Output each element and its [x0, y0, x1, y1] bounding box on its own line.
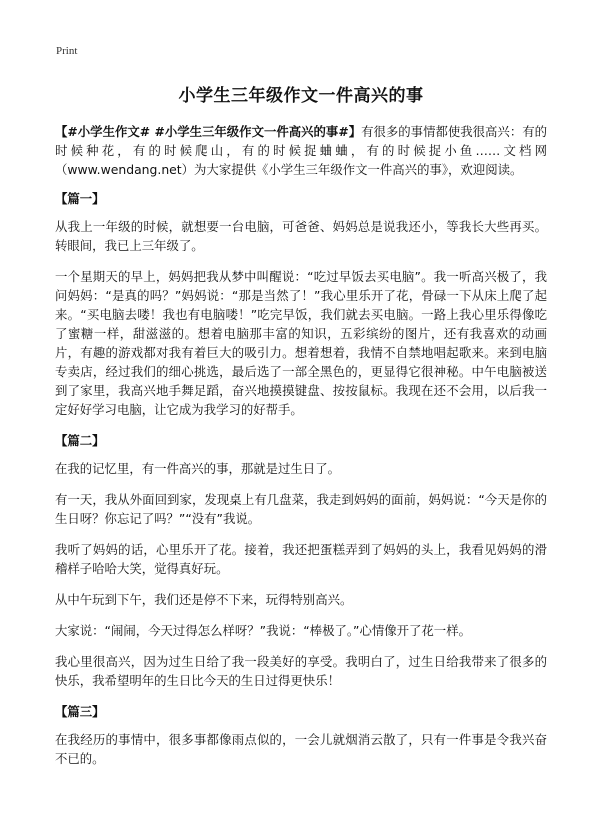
section-2-paragraph: 我心里很高兴，因为过生日给了我一段美好的享受。我明白了，过生日给我带来了很多的快乐，我希望明年的生日比今天的生日过得更快乐！ [55, 654, 547, 688]
section-heading-1: 【篇一】 [55, 191, 105, 206]
section-2-paragraph: 有一天，我从外面回到家，发现桌上有几盘菜，我走到妈妈的面前，妈妈说：“今天是你的生日呀？你忘记了吗？”“没有”我说。 [55, 492, 547, 526]
section-2-paragraph: 我听了妈妈的话，心里乐开了花。接着，我还把蛋糕弄到了妈妈的头上，我看见妈妈的滑稽样子哈哈大笑，觉得真好玩。 [55, 542, 547, 576]
print-link[interactable]: Print [56, 45, 78, 57]
section-3-paragraph: 在我经历的事情中，很多事都像雨点似的，一会儿就烟消云散了，只有一件事是令我兴奋不已的。 [55, 732, 547, 766]
section-heading-2: 【篇二】 [55, 433, 105, 448]
section-1-paragraph: 一个星期天的早上，妈妈把我从梦中叫醒说：“吃过早饭去买电脑”。我一听高兴极了，我问妈妈：“是真的吗？”妈妈说：“那是当然了！”我心里乐开了花，骨碌一下从床上爬了起来。“买电脑去喽！我也有电脑喽！”吃完早饭，我们就去买电脑。一路上我心里乐得像吃了蜜糖一样，甜滋滋的。想着电脑那丰富的知识，五彩缤纷的图片，还有我喜欢的动画片，有趣的游戏都对我有着巨大的吸引力。想着想着，我情不自禁地唱起歌来。来到电脑专卖店，经过我们的细心挑选，最后选了一部全黑色的，更显得它很神秘。中午电脑被送到了家里，我高兴地手舞足蹈，奋兴地摸摸键盘、按按鼠标。我现在还不会用，以后我一定好好学习电脑，让它成为我学习的好帮手。 [55, 269, 547, 417]
article [55, 84, 547, 780]
intro-text: 有很多的事情都使我很高兴：有的时候种花，有的时候爬山，有的时候捉蛐蛐，有的时候捉小鱼……文档网（www.wendang.net）为大家提供《小学生三年级作文一件高兴的事》，欢迎阅读。 [55, 124, 548, 177]
intro-tags: 【#小学生作文# #小学生三年级作文一件高兴的事#】 [55, 124, 362, 139]
section-heading-3: 【篇三】 [55, 704, 105, 719]
section-1-paragraph: 从我上一年级的时候，就想要一台电脑，可爸爸、妈妈总是说我还小，等我长大些再买。转眼间，我已上三年级了。 [55, 219, 547, 253]
intro-paragraph [55, 122, 547, 179]
section-2-paragraph: 从中午玩到下午，我们还是停不下来，玩得特别高兴。 [55, 592, 353, 607]
page-title: 小学生三年级作文一件高兴的事 [178, 86, 424, 106]
section-2-paragraph: 在我的记忆里，有一件高兴的事，那就是过生日了。 [55, 461, 340, 476]
section-2-paragraph: 大家说：“闹闹，今天过得怎么样呀？”我说：“棒极了。”心情像开了花一样。 [55, 623, 471, 638]
